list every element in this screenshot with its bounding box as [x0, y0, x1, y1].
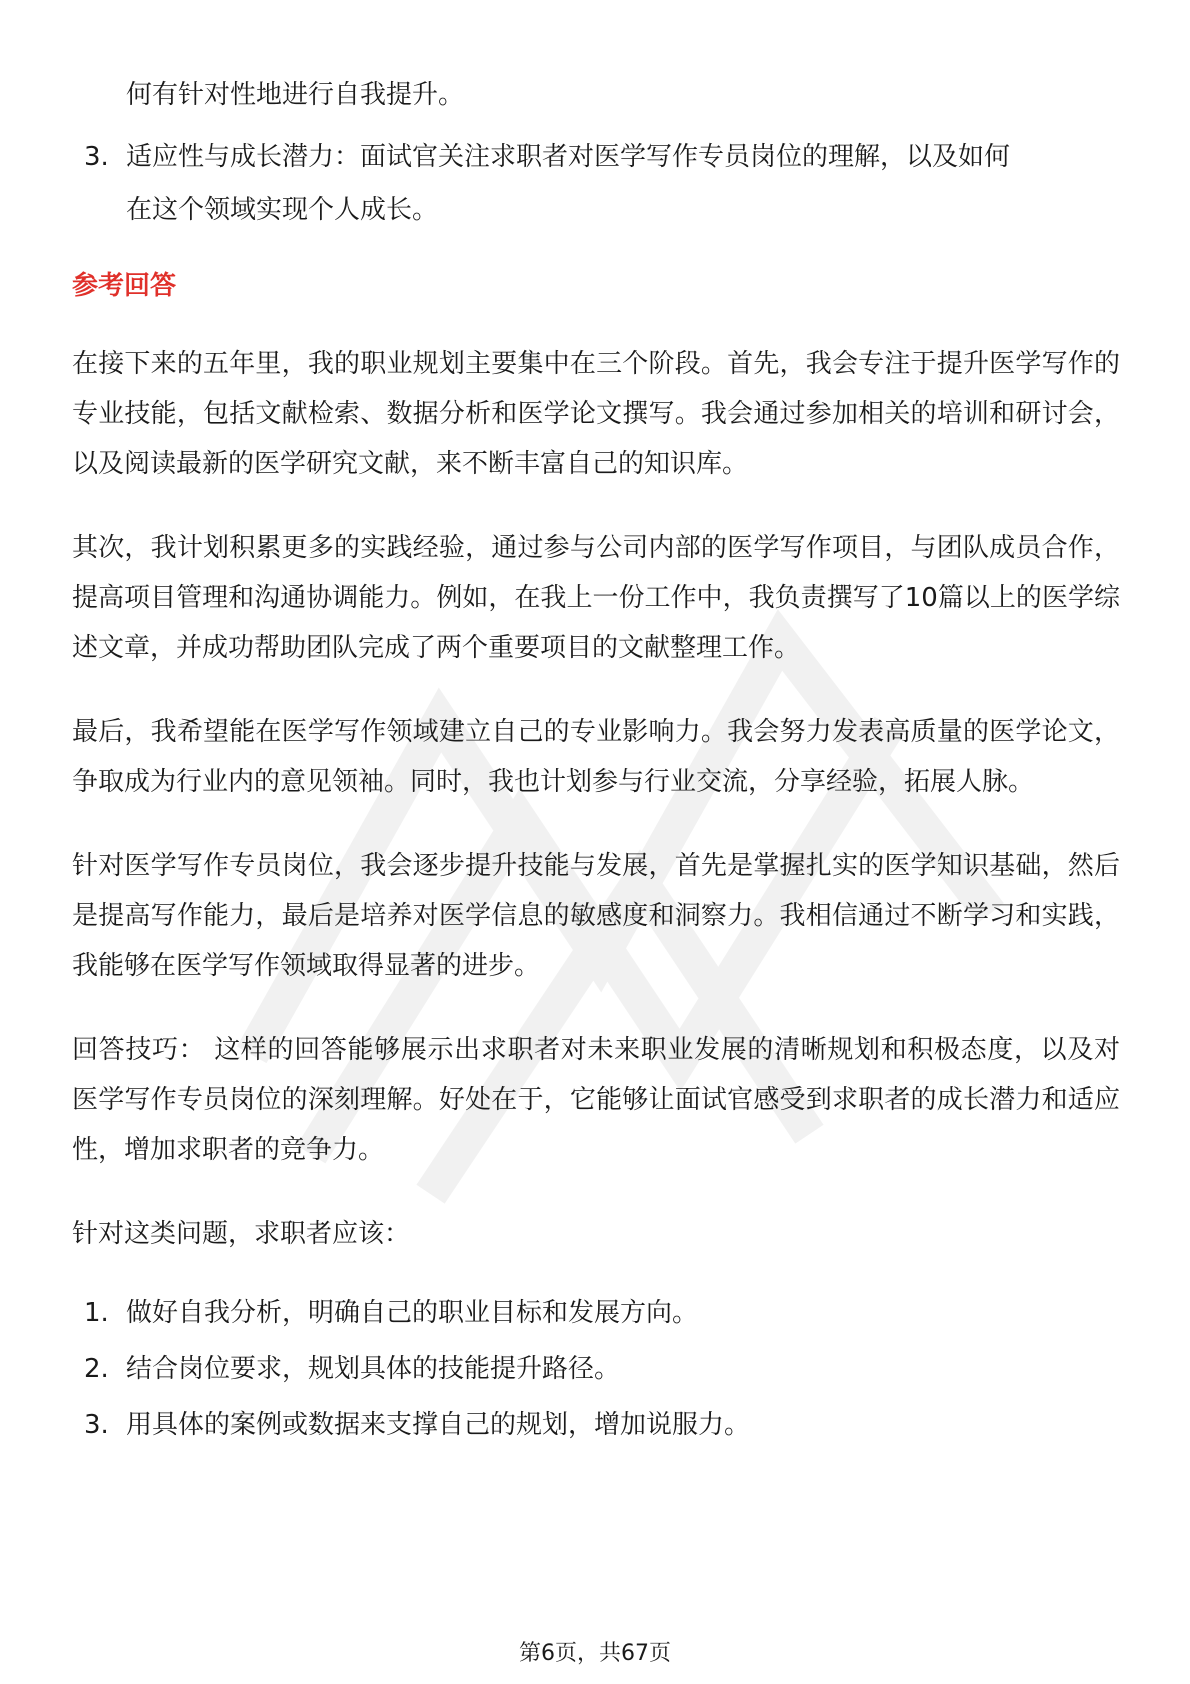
list-number: 3.	[84, 142, 109, 172]
advice-intro: 针对这类问题，求职者应该：	[72, 1219, 411, 1249]
list-item	[72, 130, 1120, 185]
answer-paragraph: 其次，我计划积累更多的实践经验，通过参与公司内部的医学写作项目，与团队成员合作，提高项目管理和沟通协调能力。例如，在我上一份工作中，我负责撰写了10篇以上的医学综述文章，并成功帮助团队完成了两个重要项目的文献整理工作。	[72, 533, 1120, 663]
list-item-continuation: 在这个领域实现个人成长。	[126, 195, 439, 225]
page-content	[72, 70, 1120, 1453]
tips-paragraph: 回答技巧： 这样的回答能够展示出求职者对未来职业发展的清晰规划和积极态度，以及对医学写作专员岗位的深刻理解。好处在于，它能够让面试官感受到求职者的成长潜力和适应性，增加求职者的竞争力。	[72, 1035, 1120, 1165]
advice-list	[72, 1285, 1120, 1453]
criteria-list	[72, 130, 1120, 185]
section-heading: 参考回答	[72, 271, 177, 301]
list-number: 1.	[84, 1298, 109, 1328]
page-footer: 第6页，共67页	[519, 1641, 671, 1666]
list-item	[72, 1341, 1120, 1397]
answer-paragraph: 在接下来的五年里，我的职业规划主要集中在三个阶段。首先，我会专注于提升医学写作的专业技能，包括文献检索、数据分析和医学论文撰写。我会通过参加相关的培训和研讨会，以及阅读最新的医学研究文献，来不断丰富自己的知识库。	[72, 349, 1120, 479]
list-number: 3.	[84, 1410, 109, 1440]
list-item-continuation: 何有针对性地进行自我提升。	[126, 80, 465, 110]
list-item-text: 适应性与成长潜力：面试官关注求职者对医学写作专员岗位的理解，以及如何	[126, 142, 1011, 172]
list-item	[72, 1397, 1120, 1453]
list-item	[72, 1285, 1120, 1341]
list-item-text: 用具体的案例或数据来支撑自己的规划，增加说服力。	[126, 1410, 751, 1440]
list-number: 2.	[84, 1354, 109, 1384]
list-item-text: 结合岗位要求，规划具体的技能提升路径。	[126, 1354, 621, 1384]
answer-paragraph: 针对医学写作专员岗位，我会逐步提升技能与发展，首先是掌握扎实的医学知识基础，然后是提高写作能力，最后是培养对医学信息的敏感度和洞察力。我相信通过不断学习和实践，我能够在医学写作领域取得显著的进步。	[72, 851, 1120, 981]
answer-paragraph: 最后，我希望能在医学写作领域建立自己的专业影响力。我会努力发表高质量的医学论文，争取成为行业内的意见领袖。同时，我也计划参与行业交流，分享经验，拓展人脉。	[72, 717, 1120, 797]
list-item-text: 做好自我分析，明确自己的职业目标和发展方向。	[126, 1298, 699, 1328]
